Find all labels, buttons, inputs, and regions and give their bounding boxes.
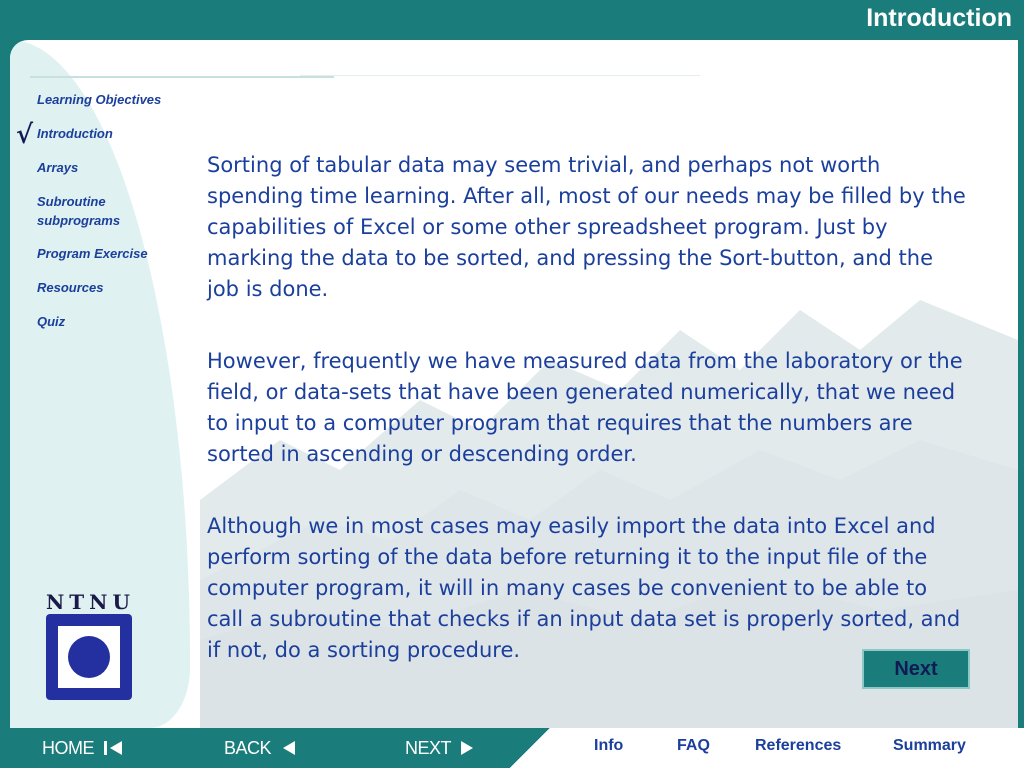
back-label: BACK (224, 737, 272, 758)
main-content (207, 150, 967, 707)
nav-item-quiz[interactable]: Quiz (37, 314, 66, 329)
back-arrow-icon (279, 740, 297, 756)
nav-item-resources[interactable]: Resources (37, 280, 104, 295)
footer-slant (510, 728, 550, 768)
next-label: NEXT (405, 737, 452, 758)
footer-link-faq[interactable]: FAQ (677, 737, 710, 754)
home-label: HOME (42, 737, 94, 758)
nav-item-program-exercise[interactable]: Program Exercise (37, 246, 148, 261)
paragraph: However, frequently we have measured data from the laboratory or the field, or data-sets that have been generated numerically, that we need to input to a computer program that requires that the numbers are sorted in ascending or descending order. (207, 349, 963, 466)
logo-text: NTNU (46, 590, 135, 614)
footer-link-info[interactable]: Info (594, 737, 624, 754)
back-button[interactable] (224, 736, 297, 760)
home-button[interactable] (42, 736, 124, 760)
footer-link-references[interactable]: References (755, 737, 842, 754)
page-title: Introduction (866, 4, 1012, 32)
nav-item-learning-objectives[interactable]: Learning Objectives (37, 92, 162, 107)
paragraph: Sorting of tabular data may seem trivial, and perhaps not worth spending time learning. After all, most of our needs may be filled by the capabilities of Excel or some other spreadsheet program. Just by marking the data to be sorted, and pressing the Sort-button, and the job is done. (207, 153, 966, 301)
ntnu-logo-icon (46, 614, 132, 700)
next-button[interactable]: Next (862, 649, 970, 689)
forward-arrow-icon (459, 740, 477, 756)
paragraph: Although we in most cases may easily import the data into Excel and perform sorting of the data before returning it to the input file of the computer program, it will in many cases be convenient to be able to call a subroutine that checks if an input data set is properly sorted, and if not, do a sorting procedure. (207, 514, 961, 662)
first-page-icon (102, 740, 124, 756)
left-frame (0, 0, 10, 768)
nav-item-arrays[interactable]: Arrays (37, 160, 79, 175)
next-nav-button[interactable] (405, 736, 477, 760)
nav-item-subroutine-subprograms[interactable]: Subroutine subprograms (37, 194, 121, 228)
footer-link-summary[interactable]: Summary (893, 737, 966, 754)
divider (30, 76, 334, 78)
nav-item-introduction[interactable]: Introduction (37, 126, 113, 141)
divider (300, 75, 700, 76)
right-frame (1018, 0, 1024, 768)
current-page-check-icon: √ (16, 120, 34, 150)
